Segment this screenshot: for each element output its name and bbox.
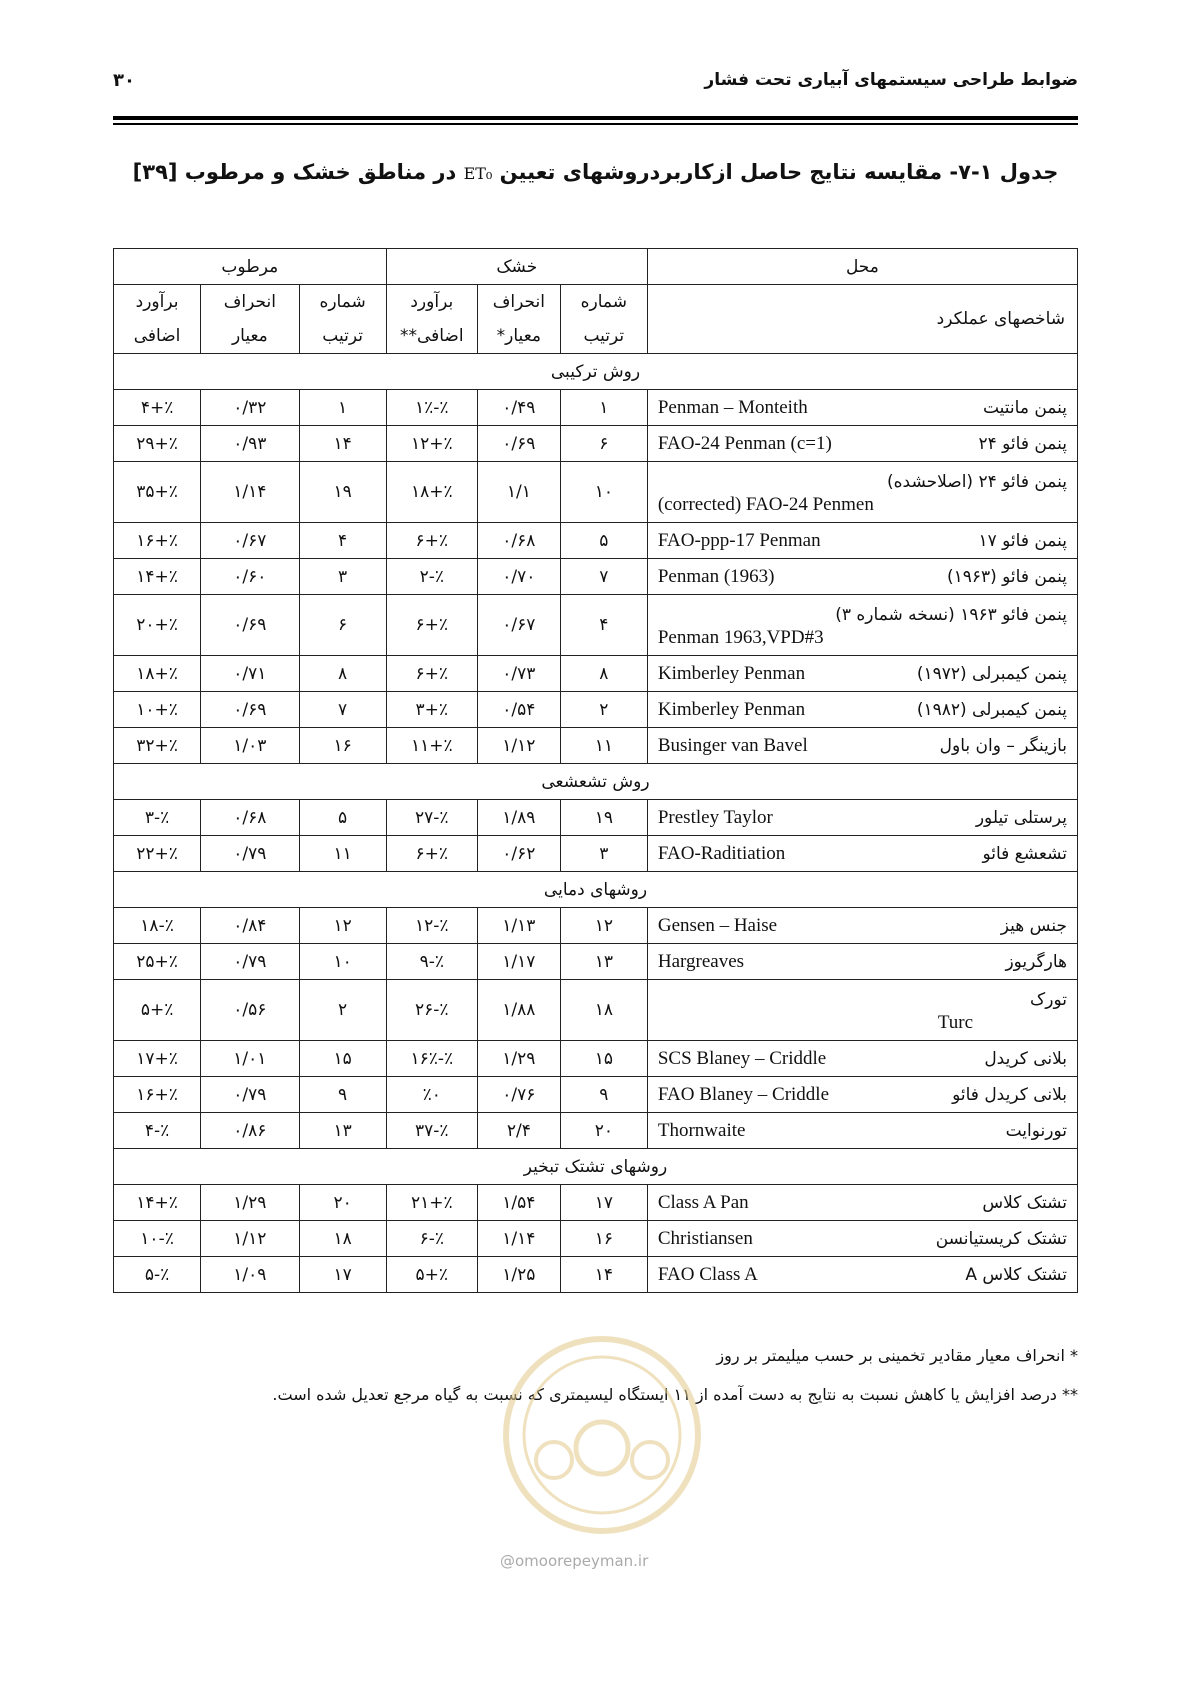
comparison-table — [113, 248, 1078, 1293]
dry-rank: ۱۴ — [560, 1257, 647, 1293]
dry-estimate: ٪-۹ — [386, 944, 477, 980]
method-name-cell — [647, 426, 1077, 462]
dry-rank: ۲۰ — [560, 1113, 647, 1149]
method-name-fa: هارگریوز — [1005, 951, 1067, 972]
humid-estimate: ٪-۱۰ — [114, 1221, 201, 1257]
dry-rank: ۱۲ — [560, 908, 647, 944]
table-row — [114, 800, 1078, 836]
method-name-en: Class A Pan — [657, 1191, 749, 1213]
dry-estimate: ٪+۱۲ — [386, 426, 477, 462]
method-name-en: Thornwaite — [657, 1119, 746, 1141]
method-name-cell — [647, 523, 1077, 559]
method-name-en: Prestley Taylor — [657, 806, 773, 828]
method-name-en: FAO Blaney – Criddle — [657, 1083, 830, 1105]
dry-rank: ۱ — [560, 390, 647, 426]
humid-std-dev: ۱/۲۹ — [201, 1185, 299, 1221]
humid-rank: ۸ — [299, 656, 386, 692]
humid-estimate: ٪-۴ — [114, 1113, 201, 1149]
humid-estimate: ٪+۱۶ — [114, 523, 201, 559]
method-name-fa: پنمن فائو ۲۴ — [978, 433, 1067, 454]
humid-std-dev: ۰/۷۹ — [201, 1077, 299, 1113]
method-name-fa: تشعشع فائو — [982, 843, 1067, 864]
method-name-en: Penman – Monteith — [657, 396, 808, 418]
table-row — [114, 944, 1078, 980]
dry-std-dev: ۱/۱۴ — [477, 1221, 560, 1257]
dry-estimate: ٪-۳۷ — [386, 1113, 477, 1149]
section-row — [114, 872, 1078, 908]
humid-rank: ۱۶ — [299, 728, 386, 764]
method-name-fa: پنمن کیمبرلی (۱۹۷۲) — [916, 663, 1067, 684]
table-row — [114, 728, 1078, 764]
dry-rank: ۸ — [560, 656, 647, 692]
method-name-fa: تشتک کلاس A — [965, 1264, 1067, 1285]
dry-rank: ۳ — [560, 836, 647, 872]
table-title: جدول ۱-۷- مقایسه نتایج حاصل ازکاربردروشهای تعیین ET₀ در مناطق خشک و مرطوب [۳۹] — [132, 160, 1059, 184]
method-name-en: Penman (1963) — [657, 565, 775, 587]
dry-rank: ۹ — [560, 1077, 647, 1113]
table-row — [114, 595, 1078, 656]
dry-rank: ۱۵ — [560, 1041, 647, 1077]
humid-rank: ۱۸ — [299, 1221, 386, 1257]
table-row — [114, 523, 1078, 559]
section-title: روش تشعشعی — [114, 764, 1078, 800]
method-name-cell — [647, 728, 1077, 764]
method-name-cell — [647, 1113, 1077, 1149]
dry-rank: ۲ — [560, 692, 647, 728]
humid-estimate: ٪+۱۴ — [114, 1185, 201, 1221]
humid-std-dev: ۰/۶۸ — [201, 800, 299, 836]
method-name-cell — [647, 1221, 1077, 1257]
humid-std-dev: ۰/۸۶ — [201, 1113, 299, 1149]
dry-estimate: ٪-۶ — [386, 1221, 477, 1257]
humid-rank: ۵ — [299, 800, 386, 836]
dry-std-dev: ۰/۶۸ — [477, 523, 560, 559]
watermark-url: @omoorepeyman.ir — [500, 1552, 649, 1570]
dry-std-dev: ۲/۴ — [477, 1113, 560, 1149]
footnote-std-dev: * انحراف معیار مقادیر تخمینی بر حسب میلیمتر بر روز — [716, 1346, 1078, 1365]
humid-std-dev: ۱/۰۹ — [201, 1257, 299, 1293]
table-row — [114, 980, 1078, 1041]
col-humid-dev: انحراف معیار — [201, 285, 299, 354]
table-row — [114, 908, 1078, 944]
humid-estimate: ٪+۲۰ — [114, 595, 201, 656]
humid-rank: ۹ — [299, 1077, 386, 1113]
table-row — [114, 1077, 1078, 1113]
method-name-cell — [647, 1077, 1077, 1113]
humid-std-dev: ۰/۶۹ — [201, 692, 299, 728]
method-name-cell — [647, 595, 1077, 656]
humid-estimate: ٪-۵ — [114, 1257, 201, 1293]
dry-rank: ۴ — [560, 595, 647, 656]
col-humid-rank: شماره ترتیب — [299, 285, 386, 354]
dry-std-dev: ۱/۱۲ — [477, 728, 560, 764]
table-row — [114, 426, 1078, 462]
method-name-en: Kimberley Penman — [657, 662, 806, 684]
section-row — [114, 764, 1078, 800]
dry-std-dev: ۰/۶۷ — [477, 595, 560, 656]
humid-estimate: ٪+۱۶ — [114, 1077, 201, 1113]
dry-rank: ۱۸ — [560, 980, 647, 1041]
header-row-sub — [114, 285, 1078, 354]
dry-estimate: ٪-۱٪ — [386, 390, 477, 426]
table-row — [114, 692, 1078, 728]
method-name-cell — [647, 908, 1077, 944]
header-row-groups — [114, 249, 1078, 285]
method-name-en: FAO Class A — [657, 1263, 758, 1285]
humid-rank: ۶ — [299, 595, 386, 656]
humid-estimate: ٪+۴ — [114, 390, 201, 426]
humid-rank: ۷ — [299, 692, 386, 728]
dry-std-dev: ۱/۸۸ — [477, 980, 560, 1041]
method-name-en: FAO-ppp-17 Penman — [657, 529, 821, 551]
col-humid-est: برآورد اضافی — [114, 285, 201, 354]
method-name-fa: تورنوایت — [1005, 1120, 1067, 1141]
dry-std-dev: ۰/۴۹ — [477, 390, 560, 426]
dry-std-dev: ۰/۵۴ — [477, 692, 560, 728]
humid-rank: ۱۴ — [299, 426, 386, 462]
method-name-fa: پنمن فائو ۱۹۶۳ (نسخه شماره ۳) — [835, 605, 1067, 625]
method-name-en: Hargreaves — [657, 950, 745, 972]
method-name-fa: پرستلی تیلور — [975, 807, 1067, 828]
method-name-fa: جنس هیز — [1000, 915, 1067, 936]
method-name-en: Businger van Bavel — [657, 734, 808, 756]
dry-estimate: ٪+۲۱ — [386, 1185, 477, 1221]
dry-estimate: ٪+۶ — [386, 836, 477, 872]
dry-rank: ۱۰ — [560, 462, 647, 523]
humid-estimate: ٪-۱۸ — [114, 908, 201, 944]
method-name-fa: بلانی کریدل فائو — [952, 1084, 1067, 1105]
humid-estimate: ٪+۵ — [114, 980, 201, 1041]
dry-estimate: ٪-۱۲ — [386, 908, 477, 944]
method-name-fa: تورک — [1030, 990, 1067, 1010]
humid-std-dev: ۰/۶۰ — [201, 559, 299, 595]
method-name-fa: پنمن فائو ۲۴ (اصلاحشده) — [886, 472, 1067, 492]
humid-std-dev: ۱/۱۲ — [201, 1221, 299, 1257]
et0-symbol: ET₀ — [463, 164, 493, 183]
humid-estimate: ٪+۱۸ — [114, 656, 201, 692]
method-name-en: FAO-Raditiation — [657, 842, 786, 864]
method-name-cell — [647, 390, 1077, 426]
dry-rank: ۶ — [560, 426, 647, 462]
dry-estimate: ٪+۳ — [386, 692, 477, 728]
table-row — [114, 836, 1078, 872]
table-row — [114, 656, 1078, 692]
running-title: ضوابط طراحی سیستمهای آبیاری تحت فشار — [704, 70, 1078, 90]
table-row — [114, 1041, 1078, 1077]
dry-rank: ۱۷ — [560, 1185, 647, 1221]
dry-estimate: ٪+۶ — [386, 656, 477, 692]
dry-estimate: ٪+۱۱ — [386, 728, 477, 764]
table-row — [114, 390, 1078, 426]
method-name-cell — [647, 462, 1077, 523]
humid-std-dev: ۰/۳۲ — [201, 390, 299, 426]
method-name-en: FAO-24 Penman (c=1) — [657, 432, 832, 454]
method-name-fa: تشتک کریستیانسن — [935, 1228, 1067, 1249]
method-name-fa: تشتک کلاس — [982, 1192, 1067, 1213]
humid-rank: ۱۱ — [299, 836, 386, 872]
humid-std-dev: ۰/۷۹ — [201, 836, 299, 872]
humid-estimate: ٪+۱۰ — [114, 692, 201, 728]
method-name-en: SCS Blaney – Criddle — [657, 1047, 827, 1069]
dry-estimate: ٪-۲ — [386, 559, 477, 595]
humid-std-dev: ۱/۰۳ — [201, 728, 299, 764]
humid-estimate: ٪+۳۵ — [114, 462, 201, 523]
humid-std-dev: ۰/۸۴ — [201, 908, 299, 944]
col-dry: خشک — [386, 249, 647, 285]
dry-std-dev: ۰/۷۶ — [477, 1077, 560, 1113]
method-name-fa: پنمن فائو (۱۹۶۳) — [946, 566, 1067, 587]
dry-estimate: ٪+۱۸ — [386, 462, 477, 523]
dry-std-dev: ۱/۲۹ — [477, 1041, 560, 1077]
section-title: روش ترکیبی — [114, 354, 1078, 390]
method-name-cell — [647, 692, 1077, 728]
humid-rank: ۱ — [299, 390, 386, 426]
page-number: ۳۰ — [113, 70, 135, 91]
humid-estimate: ٪+۲۵ — [114, 944, 201, 980]
method-name-cell — [647, 1257, 1077, 1293]
section-row — [114, 1149, 1078, 1185]
dry-std-dev: ۱/۱۷ — [477, 944, 560, 980]
method-name-cell — [647, 559, 1077, 595]
dry-std-dev: ۱/۵۴ — [477, 1185, 560, 1221]
col-site: محل — [647, 249, 1077, 285]
humid-estimate: ٪-۳ — [114, 800, 201, 836]
dry-rank: ۷ — [560, 559, 647, 595]
humid-estimate: ٪+۱۷ — [114, 1041, 201, 1077]
footnote-estimate: ** درصد افزایش یا کاهش نسبت به نتایج به دست آمده از ۱۱ ایستگاه لیسیمتری که نسبت به گیاه مرجع تعدیل شده است. — [272, 1385, 1078, 1404]
dry-rank: ۱۳ — [560, 944, 647, 980]
humid-estimate: ٪+۲۹ — [114, 426, 201, 462]
method-name-fa: پنمن کیمبرلی (۱۹۸۲) — [916, 699, 1067, 720]
method-name-en: Gensen – Haise — [657, 914, 778, 936]
dry-std-dev: ۱/۱ — [477, 462, 560, 523]
col-humid: مرطوب — [114, 249, 387, 285]
humid-rank: ۲ — [299, 980, 386, 1041]
table-row — [114, 1257, 1078, 1293]
humid-rank: ۱۰ — [299, 944, 386, 980]
dry-std-dev: ۱/۱۳ — [477, 908, 560, 944]
dry-estimate: ٪+۵ — [386, 1257, 477, 1293]
header-rule-thick — [113, 116, 1078, 120]
dry-estimate: ٪-۲۷ — [386, 800, 477, 836]
page-header — [113, 70, 1078, 96]
dry-rank: ۵ — [560, 523, 647, 559]
watermark-logo-icon — [492, 1330, 712, 1540]
col-performance: شاخصهای عملکرد — [647, 285, 1077, 354]
humid-rank: ۱۳ — [299, 1113, 386, 1149]
dry-std-dev: ۰/۷۳ — [477, 656, 560, 692]
humid-rank: ۲۰ — [299, 1185, 386, 1221]
humid-estimate: ٪+۳۲ — [114, 728, 201, 764]
method-name-fa: پنمن فائو ۱۷ — [978, 530, 1067, 551]
method-name-en: Christiansen — [657, 1227, 753, 1249]
col-dry-rank: شماره ترتیب — [560, 285, 647, 354]
section-title: روشهای دمایی — [114, 872, 1078, 908]
col-dry-est: برآورد اضافی** — [386, 285, 477, 354]
humid-estimate: ٪+۲۲ — [114, 836, 201, 872]
humid-estimate: ٪+۱۴ — [114, 559, 201, 595]
dry-std-dev: ۱/۸۹ — [477, 800, 560, 836]
humid-std-dev: ۰/۷۹ — [201, 944, 299, 980]
col-dry-dev: انحراف معیار* — [477, 285, 560, 354]
dry-estimate: ٪۰ — [386, 1077, 477, 1113]
humid-std-dev: ۱/۱۴ — [201, 462, 299, 523]
method-name-cell — [647, 1041, 1077, 1077]
method-name-en: (corrected) FAO-24 Penmen — [657, 494, 874, 515]
method-name-fa: بازینگر – وان باول — [939, 735, 1067, 756]
method-name-en: Kimberley Penman — [657, 698, 806, 720]
humid-std-dev: ۱/۰۱ — [201, 1041, 299, 1077]
humid-rank: ۱۹ — [299, 462, 386, 523]
section-row — [114, 354, 1078, 390]
dry-std-dev: ۰/۶۹ — [477, 426, 560, 462]
dry-rank: ۱۹ — [560, 800, 647, 836]
humid-std-dev: ۰/۵۶ — [201, 980, 299, 1041]
table-row — [114, 559, 1078, 595]
table-row — [114, 1113, 1078, 1149]
dry-std-dev: ۰/۷۰ — [477, 559, 560, 595]
humid-rank: ۴ — [299, 523, 386, 559]
header-rule-thin — [113, 123, 1078, 125]
humid-rank: ۱۷ — [299, 1257, 386, 1293]
method-name-en: Turc — [937, 1012, 974, 1033]
humid-rank: ۱۲ — [299, 908, 386, 944]
dry-std-dev: ۰/۶۲ — [477, 836, 560, 872]
dry-estimate: ٪+۶ — [386, 595, 477, 656]
humid-rank: ۱۵ — [299, 1041, 386, 1077]
dry-estimate: ٪-۱۶٪ — [386, 1041, 477, 1077]
table-row — [114, 1221, 1078, 1257]
humid-std-dev: ۰/۶۹ — [201, 595, 299, 656]
humid-rank: ۳ — [299, 559, 386, 595]
method-name-cell — [647, 656, 1077, 692]
humid-std-dev: ۰/۶۷ — [201, 523, 299, 559]
table-row — [114, 1185, 1078, 1221]
section-title: روشهای تشتک تبخیر — [114, 1149, 1078, 1185]
method-name-fa: پنمن مانتیت — [982, 397, 1067, 418]
method-name-cell — [647, 1185, 1077, 1221]
method-name-fa: بلانی کریدل — [984, 1048, 1067, 1069]
dry-estimate: ٪-۲۶ — [386, 980, 477, 1041]
method-name-cell — [647, 980, 1077, 1041]
method-name-cell — [647, 836, 1077, 872]
dry-std-dev: ۱/۲۵ — [477, 1257, 560, 1293]
dry-rank: ۱۶ — [560, 1221, 647, 1257]
dry-estimate: ٪+۶ — [386, 523, 477, 559]
method-name-en: Penman 1963,VPD#3 — [657, 627, 824, 648]
humid-std-dev: ۰/۷۱ — [201, 656, 299, 692]
method-name-cell — [647, 800, 1077, 836]
humid-std-dev: ۰/۹۳ — [201, 426, 299, 462]
dry-rank: ۱۱ — [560, 728, 647, 764]
method-name-cell — [647, 944, 1077, 980]
table-row — [114, 462, 1078, 523]
